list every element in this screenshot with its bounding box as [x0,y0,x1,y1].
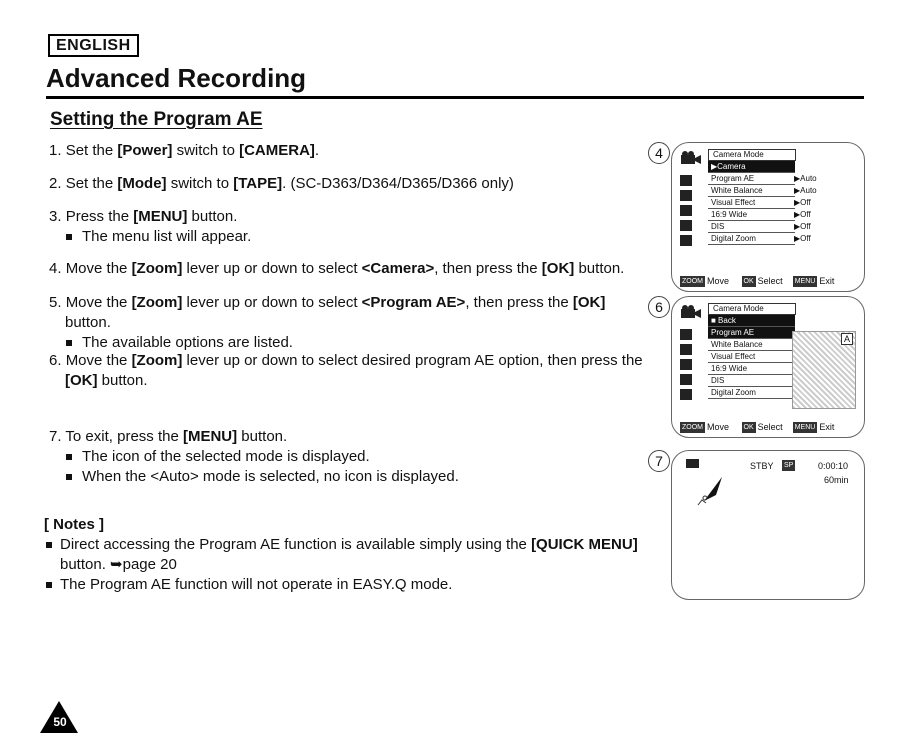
menu-row: ▶Camera [708,161,795,173]
menu-row: Digital Zoom ▶Off [708,233,795,245]
menu-side-icons [680,329,692,404]
option-auto: A [841,333,853,345]
standby-label: STBY [750,461,774,471]
camera-icon [680,151,702,165]
menu-row: Visual Effect ▶Off [708,197,795,209]
step-item: 7. To exit, press the [MENU] button. The icon of the selected mode is displayed. When the <Auto> mode is selected, no icon is displayed. [49,427,669,487]
step-item: 1. Set the [Power] switch to [CAMERA]. [49,142,320,159]
note-item-cont: button. ➥page 20 [60,556,177,573]
screen-footer: ZOOM Move OK Select MENU Exit [682,421,835,432]
menu-row: Digital Zoom [708,387,795,399]
screen-footer: ZOOM Move OK Select MENU Exit [682,275,835,286]
figure-number: 4 [648,142,670,164]
menu-header: Camera Mode [708,149,796,161]
screen-camera-menu [671,142,865,292]
battery-icon [686,459,700,468]
step-item: 2. Set the [Mode] switch to [TAPE]. (SC-D363/D364/D365/D366 only) [49,175,514,192]
notes-heading: [ Notes ] [44,516,104,533]
step-bullet: When the <Auto> mode is selected, no icon is displayed. [49,467,669,487]
menu-row: DIS ▶Off [708,221,795,233]
menu-header: Camera Mode [708,303,796,315]
step-item: 3. Press the [MENU] button. The menu list will appear. [49,207,669,247]
menu-row: DIS [708,375,795,387]
figure-number: 6 [648,296,670,318]
sp-badge: SP [784,462,794,469]
page-number: 50 [53,715,67,729]
language-badge: ENGLISH [48,34,139,57]
notes-section [44,515,664,595]
menu-row: White Balance ▶Auto [708,185,795,197]
menu-row: ■ Back [708,315,795,327]
menu-row: White Balance [708,339,795,351]
step-item: 4. Move the [Zoom] lever up or down to select <Camera>, then press the [OK] button. [49,260,625,277]
menu-row: Visual Effect [708,351,795,363]
program-ae-options [792,331,856,409]
step-item: 6. Move the [Zoom] lever up or down to select desired program AE option, then press the [OK] button. [49,352,643,389]
screen-standby [671,450,865,600]
step-bullet: The available options are listed. [49,333,669,353]
figure-number: 7 [648,450,670,472]
remaining-time: 60min [824,475,849,485]
menu-row: Program AE ▶Auto [708,173,795,185]
menu-side-icons [680,175,692,250]
note-item: The Program AE function will not operate in EASY.Q mode. [44,575,664,595]
menu-row: 16:9 Wide [708,363,795,375]
menu-row: Program AE [708,327,795,339]
menu-row: 16:9 Wide ▶Off [708,209,795,221]
section-title: Setting the Program AE [50,109,263,130]
camera-icon [680,305,702,319]
page-title: Advanced Recording [46,63,307,93]
screen-program-ae [671,296,865,438]
title-rule [46,96,864,99]
step-bullet: The menu list will appear. [49,227,669,247]
time-counter: 0:00:10 [818,461,849,471]
step-item: 5. Move the [Zoom] lever up or down to select <Program AE>, then press the [OK] button. The available options are listed. [49,293,669,353]
note-item: Direct accessing the Program AE function is available simply using the [QUICK MENU] [44,535,664,555]
step-bullet: The icon of the selected mode is displayed. [49,447,669,467]
sports-icon [696,495,710,507]
